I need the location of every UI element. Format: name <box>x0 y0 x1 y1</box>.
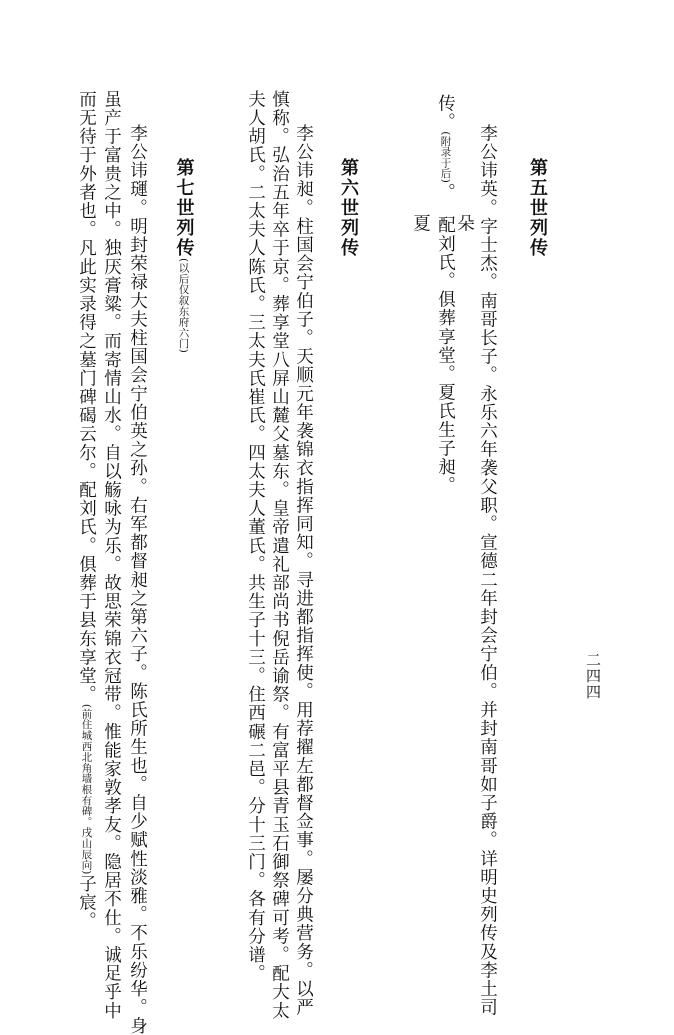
section-6-heading: 第六世列传 <box>338 158 359 258</box>
section-5-note: (附录于后) <box>439 131 452 184</box>
section-6-line-1: 李公讳昶。柱国会宁伯子。天顺元年袭锦衣指挥同知。寻进都指挥使。用荐擢左都督佥事。屡分典营务。以严 <box>293 124 314 1017</box>
section-5-heading: 第五世列传 <box>527 158 548 258</box>
section-7-line-2: 虽产于富贵之中。独厌膏粱。而寄情山水。自以觞咏为乐。故思荣锦衣冠带。惟能家敦孝友。隐居不仕。诚足乎中 <box>101 90 122 1020</box>
page-number: 二四四 <box>584 652 602 700</box>
section-7-heading-col <box>174 158 193 353</box>
section-5-line-2-c: 配刘氏。俱葬享堂。夏氏生子昶。 <box>435 215 456 495</box>
section-7-heading-note: (以后仅叙东府六门) <box>177 258 190 354</box>
section-7-line-3-b: 子宸。 <box>76 874 97 931</box>
section-7-heading: 第七世列传 <box>173 158 195 258</box>
annotation-duo: 朵 <box>454 214 475 233</box>
section-6-line-2: 慎称。弘治五年卒于京。葬享堂八屏山麓父墓东。皇帝遣礼部尚书倪岳谕祭。有富平县青玉石御祭碑可考。配大太 <box>269 90 290 1020</box>
section-5-line-2-a: 传。 <box>435 94 456 132</box>
section-7-line-1: 李公讳璭。明封荣禄大夫柱国会宁伯英之孙。右军都督昶之第六子。陈氏所生也。自少赋性淡雅。不乐纷华。身 <box>127 124 148 1035</box>
section-7-line-3-a: 而无待于外者也。凡此实录得之墓门碑碣云尔。配刘氏。俱葬于县东享堂。 <box>76 90 97 704</box>
section-5-line-2 <box>436 94 454 495</box>
section-6-line-3: 夫人胡氏。二太夫人陈氏。三太夫氏崔氏。四太夫人董氏。共生子十三。住西碾二邑。分十三门。各有分谱。 <box>245 90 266 983</box>
section-7-note: (前住城西北角墙根有碑。戌山辰向) <box>80 703 93 875</box>
section-5-line-2-b: 。 <box>435 183 456 202</box>
section-7-line-3 <box>77 90 95 930</box>
section-5-line-1: 李公讳英。字士杰。南哥长子。永乐六年袭父职。宣德二年封会宁伯。并封南哥如子爵。详明史列传及李土司 <box>477 124 498 1017</box>
annotation-xia: 夏 <box>410 214 431 233</box>
